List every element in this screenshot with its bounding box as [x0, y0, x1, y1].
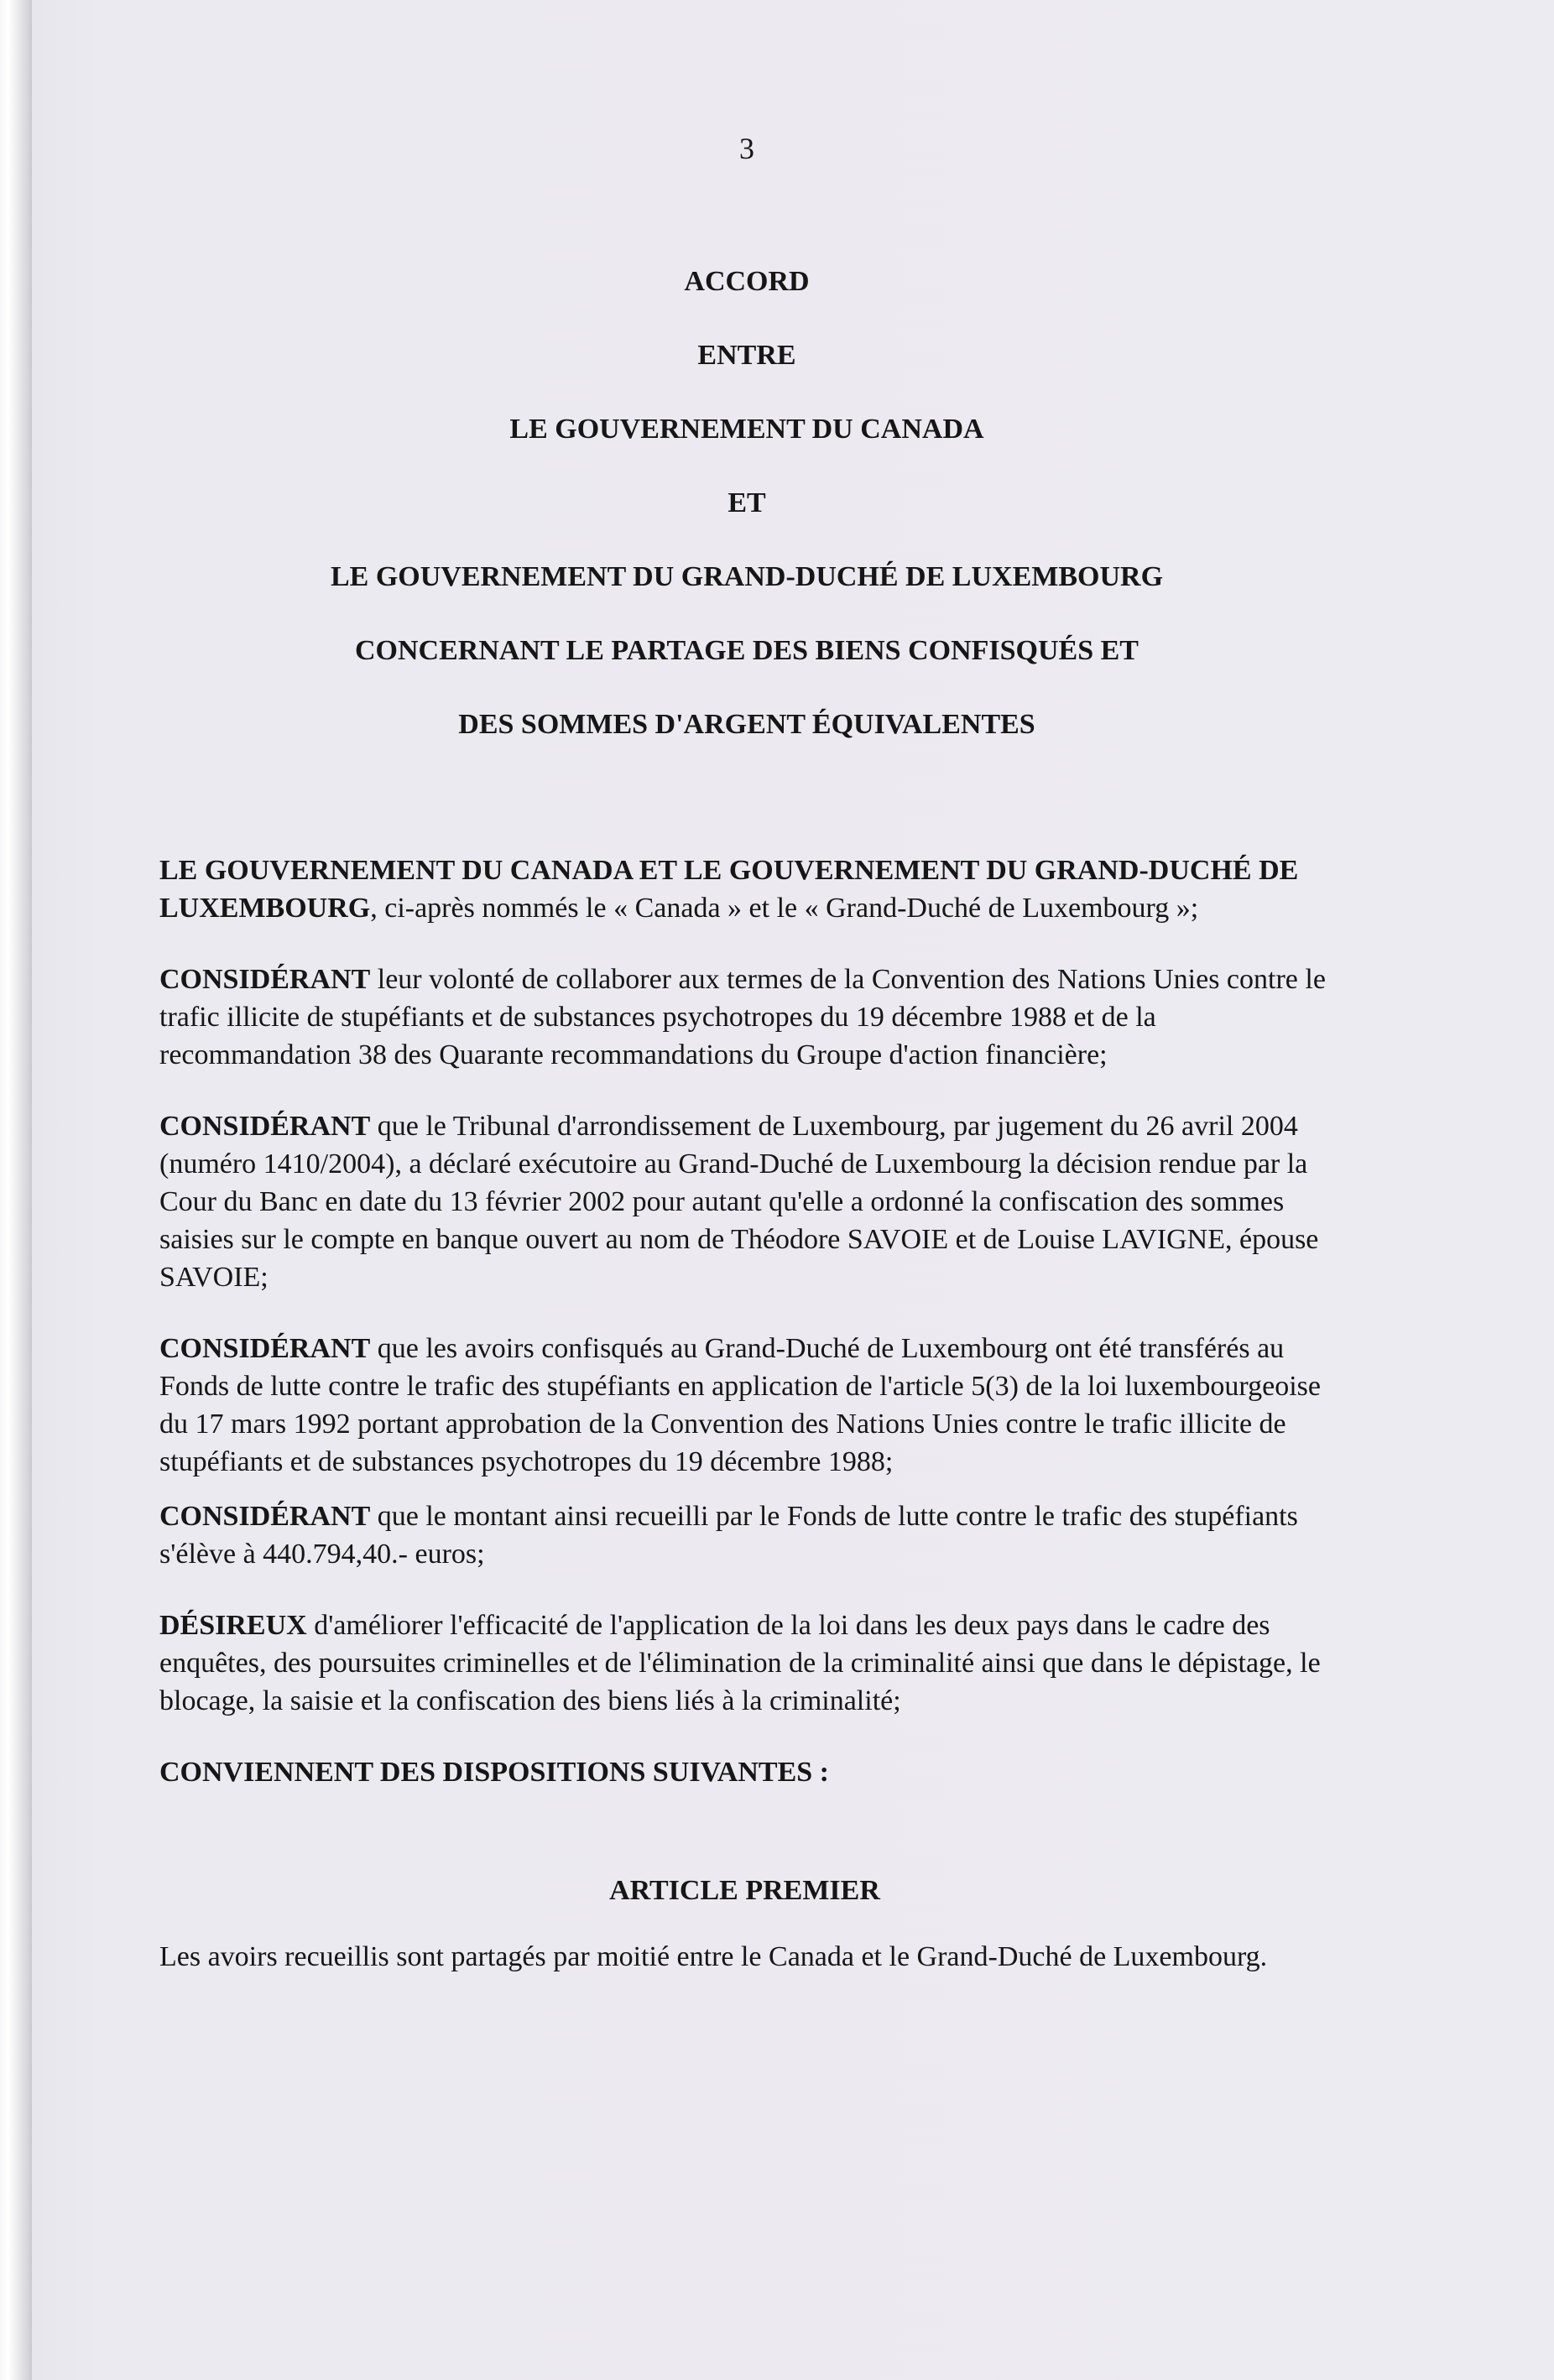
title-line-et: ET: [727, 487, 766, 518]
page-number: 3: [739, 132, 754, 165]
considerant-1-lead: CONSIDÉRANT: [159, 964, 371, 995]
preamble-considerant-1: [159, 961, 1330, 1074]
considerant-3-text: que les avoirs confisqués au Grand-Duché de Luxembourg ont été transférés au Fonds de lutte contre le trafic des stupéfiants en application de l'article 5(3) de la loi luxembourgeoise du 17 mars 1992 portant approbation de la Convention des Nations Unies contre le trafic illicite de stupéfiants et de substances psychotropes du 19 décembre 1988;: [159, 1333, 1321, 1477]
preamble-parties: [159, 851, 1330, 927]
considerant-4-text: que le montant ainsi recueilli par le Fonds de lutte contre le trafic des stupéfiants s'élève à 440.794,40.- euros;: [159, 1501, 1298, 1570]
desireux-text: d'améliorer l'efficacité de l'application de la loi dans les deux pays dans le cadre des enquêtes, des poursuites criminelles et de l'élimination de la criminalité ainsi que dans le dépistage, le blocage, la saisie et la confiscation des biens liés à la criminalité;: [159, 1610, 1321, 1716]
preamble-considerant-2: [159, 1107, 1330, 1296]
agreement-clause: CONVIENNENT DES DISPOSITIONS SUIVANTES :: [159, 1757, 829, 1788]
considerant-3-lead: CONSIDÉRANT: [159, 1333, 371, 1364]
considerant-4-lead: CONSIDÉRANT: [159, 1501, 371, 1532]
parties-lead: LE GOUVERNEMENT DU CANADA ET LE GOUVERNEMENT DU GRAND-DUCHÉ DE LUXEMBOURG: [159, 855, 1299, 924]
preamble-desireux: [159, 1607, 1330, 1720]
title-line-sommes: DES SOMMES D'ARGENT ÉQUIVALENTES: [458, 709, 1035, 740]
article-heading: ARTICLE PREMIER: [609, 1875, 880, 1906]
title-line-canada: LE GOUVERNEMENT DU CANADA: [509, 414, 984, 445]
preamble-considerant-4: [159, 1497, 1330, 1573]
considerant-2-text: que le Tribunal d'arrondissement de Luxembourg, par jugement du 26 avril 2004 (numéro 1410/2004), a déclaré exécutoire au Grand-Duché de Luxembourg la décision rendue par la Cour du Banc en date du 13 février 2002 pour autant qu'elle a ordonné la confiscation des sommes saisies sur le compte en banque ouvert au nom de Théodore SAVOIE et de Louise LAVIGNE, épouse SAVOIE;: [159, 1111, 1319, 1293]
article-text: Les avoirs recueillis sont partagés par moitié entre le Canada et le Grand-Duché de Luxembourg.: [159, 1941, 1268, 1972]
parties-text: , ci-après nommés le « Canada » et le « Grand-Duché de Luxembourg »;: [370, 893, 1199, 924]
agreement-body: [159, 851, 1330, 2009]
considerant-1-text: leur volonté de collaborer aux termes de la Convention des Nations Unies contre le trafic illicite de stupéfiants et de substances psychotropes du 19 décembre 1988 et de la recommandation 38 des Quarante recommandations du Groupe d'action financière;: [159, 964, 1326, 1070]
title-line-entre: ENTRE: [697, 340, 796, 371]
title-line-concernant: CONCERNANT LE PARTAGE DES BIENS CONFISQUÉS ET: [354, 635, 1139, 666]
title-line-luxembourg: LE GOUVERNEMENT DU GRAND-DUCHÉ DE LUXEMBOURG: [330, 561, 1164, 592]
considerant-2-lead: CONSIDÉRANT: [159, 1111, 371, 1142]
title-line-accord: ACCORD: [684, 266, 810, 297]
desireux-lead: DÉSIREUX: [159, 1610, 307, 1641]
agreement-title: [0, 265, 1494, 782]
preamble-considerant-3: [159, 1330, 1330, 1481]
